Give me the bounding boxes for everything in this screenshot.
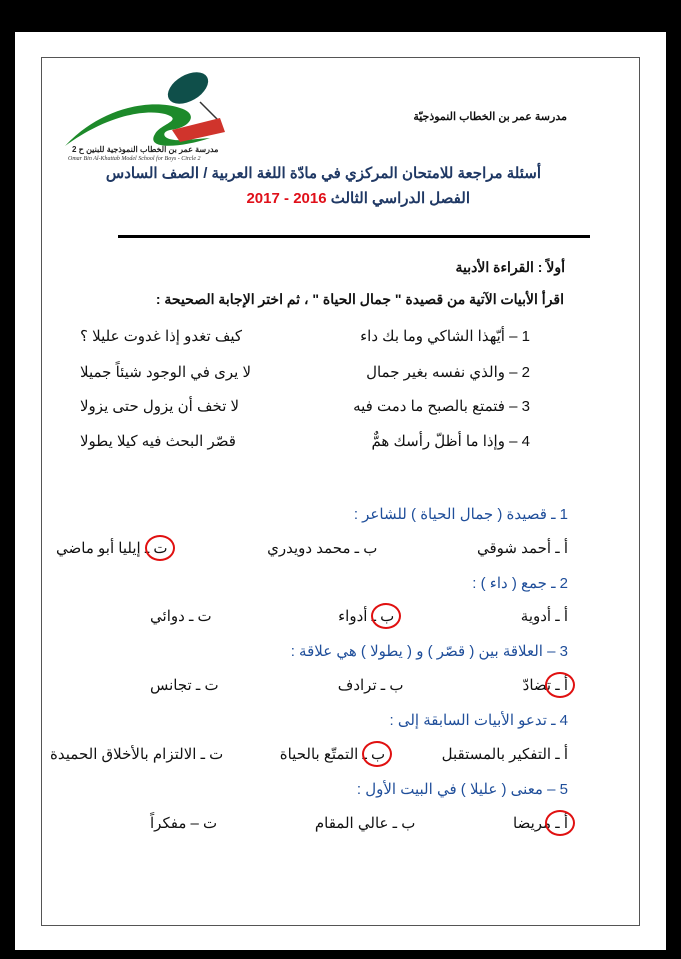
q1-option-b[interactable] (267, 539, 377, 557)
q1-options (56, 539, 568, 557)
question-2: 2 ـ جمع ( داء ) : (472, 575, 568, 592)
answer-circle (545, 672, 575, 698)
verse-2-second: لا يرى في الوجود شيئاً جميلا (80, 364, 252, 381)
page-subtitle (246, 189, 470, 207)
school-name: مدرسة عمر بن الخطاب النموذجيّة (413, 111, 567, 123)
q4-option-a-label: أ ـ التفكير بالمستقبل (441, 746, 568, 763)
q5-option-c-label: ت – مفكراً (150, 815, 218, 832)
verse-4 (80, 432, 530, 450)
term-label: الفصل الدراسي الثالث (330, 190, 470, 207)
q5-option-a-label: أ ـ مريضا (513, 815, 568, 832)
q4-option-c[interactable] (50, 745, 223, 763)
q5-option-b-label: ب ـ عالي المقام (314, 815, 416, 832)
q2-options (150, 607, 568, 625)
q3-option-b[interactable] (338, 676, 404, 694)
answer-circle (362, 741, 392, 767)
q1-option-a-label: أ ـ أحمد شوقي (476, 540, 568, 557)
verse-1-second: كيف تغدو إذا غدوت عليلا ؟ (80, 328, 243, 345)
instruction: اقرأ الأبيات الآتية من قصيدة " جمال الحياة " ، ثم اختر الإجابة الصحيحة : (155, 291, 564, 307)
q2-option-a[interactable] (521, 607, 568, 625)
verse-1-first: 1 – أيّهذا الشاكي وما بك داء (360, 328, 530, 345)
q2-option-c-label: ت ـ دوائي (150, 608, 212, 625)
q4-option-c-label: ت ـ الالتزام بالأخلاق الحميدة (50, 746, 224, 763)
verse-3-second: لا تخف أن يزول حتى يزولا (80, 398, 240, 415)
q3-option-a-label: أ ـ تضادّ (522, 677, 568, 694)
q4-option-b[interactable] (280, 745, 385, 763)
q3-option-a[interactable] (523, 676, 568, 694)
q2-option-b-label: ب ـ أدواء (338, 608, 395, 625)
q2-option-a-label: أ ـ أدوية (520, 608, 568, 625)
school-year: 2016 - 2017 (246, 190, 327, 207)
q4-option-a[interactable] (442, 745, 568, 763)
q3-option-c-label: ت ـ تجانس (150, 677, 219, 694)
verse-2-first: 2 – والذي نفسه بغير جمال (366, 364, 530, 381)
answer-circle (145, 535, 175, 561)
q1-option-c[interactable] (56, 539, 168, 557)
verse-1 (80, 327, 530, 345)
answer-circle (545, 810, 575, 836)
q1-option-a[interactable] (477, 539, 568, 557)
verse-3-first: 3 – فتمتع بالصبح ما دمت فيه (353, 398, 530, 415)
q4-options (50, 745, 568, 763)
q1-option-b-label: ب ـ محمد دويدري (267, 540, 378, 557)
logo-text-english: Omar Bin Al-Khattab Model School for Boys - Circle 2 (68, 156, 201, 162)
verse-4-second: قصّر البحث فيه كيلا يطولا (80, 433, 236, 450)
verse-3 (80, 397, 530, 415)
verse-2 (80, 363, 530, 381)
q3-options (150, 676, 568, 694)
q2-option-b[interactable] (338, 607, 394, 625)
section-heading: أولاً : القراءة الأدبية (455, 259, 565, 275)
q2-option-c[interactable] (150, 607, 212, 625)
q5-option-a[interactable] (513, 814, 568, 832)
q5-option-c[interactable] (150, 814, 217, 832)
question-4: 4 ـ تدعو الأبيات السابقة إلى : (389, 712, 568, 729)
question-5: 5 – معنى ( عليلا ) في البيت الأول : (356, 781, 568, 798)
page-title: أسئلة مراجعة للامتحان المركزي في مادّة اللغة العربية / الصف السادس (105, 165, 541, 182)
divider (118, 235, 590, 238)
q1-option-c-label: ت ـ إيليا أبو ماضي (56, 540, 168, 557)
logo-text-arabic: مدرسة عمر بن الخطاب النموذجية للبنين ح 2 (72, 145, 219, 154)
question-3: 3 – العلاقة بين ( قصّر ) و ( يطولا ) هي علاقة : (290, 643, 568, 660)
verse-4-first: 4 – وإذا ما أظلّ رأسك همٌّ (371, 433, 530, 450)
q3-option-c[interactable] (150, 676, 219, 694)
question-1: 1 ـ قصيدة ( جمال الحياة ) للشاعر : (353, 506, 568, 523)
q3-option-b-label: ب ـ ترادف (337, 677, 404, 694)
q4-option-b-label: ب ـ التمتّع بالحياة (279, 746, 386, 763)
q5-option-b[interactable] (315, 814, 415, 832)
q5-options (150, 814, 568, 832)
